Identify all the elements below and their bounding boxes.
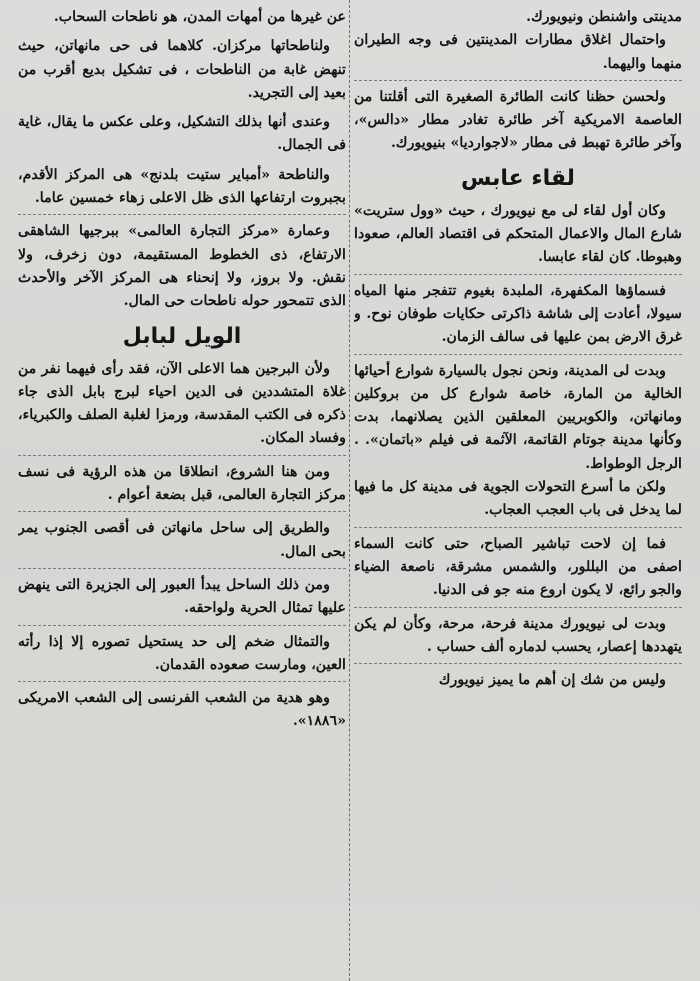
paragraph: واحتمال اغلاق مطارات المدينتين فى وجه الطيران منهما واليهما.: [354, 32, 682, 72]
paragraph-separator: [18, 625, 346, 626]
paragraph: مدينتى واشنطن ونيويورك.: [526, 9, 682, 25]
paragraph-separator: [354, 527, 682, 528]
paragraph-separator: [18, 455, 346, 456]
paragraph: ولأن البرجين هما الاعلى الآن، فقد رأى فيهما نفر من غلاة المتشددين فى الدين احياء لبرج بابل الذى جاء ذكره فى الكتب المقدسة، ورمزا لغلبة الصلف والكبرياء، وفساد المكان.: [18, 360, 346, 447]
paragraph-separator: [354, 274, 682, 275]
paragraph: وهو هدية من الشعب الفرنسى إلى الشعب الامريكى «١٨٨٦».: [18, 690, 346, 730]
paragraph: عن غيرها من أمهات المدن، هو ناطحات السحاب.: [53, 9, 346, 25]
paragraph: والناطحة «أمباير ستيت بلدنج» هى المركز الأقدم، بجبروت ارتفاعها الذى ظل الاعلى زهاء خمسين عاما.: [18, 166, 346, 207]
paragraph: وليس من شك إن أهم ما يميز نيويورك: [438, 672, 666, 689]
paragraph: والطريق إلى ساحل مانهاتن فى أقصى الجنوب يمر بحى المال.: [18, 520, 346, 560]
paragraph: فسماؤها المكفهرة، الملبدة بغيوم تتفجر منها المياه سيولا، أعادت إلى شاشة ذاكرتى حكايات طوفان نوح. و غرق الارض بمن عليها فى سالف الزمان.: [354, 282, 682, 346]
paragraph-separator: [18, 681, 346, 682]
paragraph: والتمثال ضخم إلى حد يستحيل تصوره إلا إذا رأته العين، ومارست صعوده القدمان.: [18, 633, 346, 673]
paragraph: وبدت لى نيويورك مدينة فرحة، مرحة، وكأن لم يكن يتهددها إعصار، يحسب لدماره ألف حساب .: [354, 615, 682, 655]
paragraph-separator: [354, 607, 682, 608]
paragraph: ومن هنا الشروع، انطلاقا من هذه الرؤية فى نسف مركز التجارة العالمى، قبل بضعة أعوام .: [18, 463, 346, 504]
paragraph: وعندى أنها بذلك التشكيل، وعلى عكس ما يقال، غاية فى الجمال.: [18, 114, 346, 154]
paragraph-separator: [354, 663, 682, 664]
paragraph: ومن ذلك الساحل يبدأ العبور إلى الجزيرة التى ينهض عليها تمثال الحرية ولواحقه.: [18, 576, 346, 617]
paragraph-separator: [18, 511, 346, 512]
paragraph: وعمارة «مركز التجارة العالمى» ببرجيها الشاهقى الارتفاع، ذى الخطوط المستقيمة، دون زخرف، ولا نقش. ولا بروز، ولا إنحناء هى المركز الآخر والأحدث الذى تتمحور حوله ناطحات حى المال.: [18, 223, 346, 310]
paragraph: ولحسن حظنا كانت الطائرة الصغيرة التى أقلتنا من العاصمة الامريكية آخر طائرة تغادر مطار «دالس»، وآخر طائرة تهبط فى مطار «لاجوارديا» بنيويورك.: [354, 88, 682, 152]
section-heading: الويل لبابل: [122, 323, 242, 349]
left-column: [18, 6, 346, 981]
paragraph: ولكن ما أسرع التحولات الجوية فى مدينة كل ما فيها لما يدخل فى باب العجب العجاب.: [354, 479, 682, 519]
right-column: [354, 6, 682, 981]
paragraph-separator: [354, 354, 682, 355]
column-divider: [349, 0, 350, 981]
paragraph-separator: [18, 568, 346, 569]
paragraph-separator: [18, 214, 346, 215]
section-heading: لقاء عابس: [461, 165, 575, 191]
paragraph-separator: [354, 80, 682, 81]
paragraph: فما إن لاحت تباشير الصباح، حتى كانت السماء اصفى من البللور، والشمس مشرقة، ناصعة الضياء والجو رائع، لا يكون اروع منه جو فى الدنيا.: [354, 535, 682, 599]
paragraph: وبدت لى المدينة، ونحن نجول بالسيارة شوارع أحيائها الخالية من المارة، خاصة شوارع كل من بروكلين ومانهاتن، والكوبريين المعلقين الذين يصلانهما، بدت وكأنها مدينة جوتام القاتمة، الآثمة فى فيلم «باتمان». . الرجل الوطواط.: [354, 362, 682, 472]
paragraph: ولناطحاتها مركزان. كلاهما فى حى مانهاتن، حيث تنهض غابة من الناطحات ، فى تشكيل بديع أقرب من بعيد إلى التجريد.: [18, 38, 346, 101]
paragraph: وكان أول لقاء لى مع نيويورك ، حيث «وول ستريت» شارع المال والاعمال المتحكم فى اقتصاد العالم، صعودا وهبوطا. كان لقاء عابسا.: [354, 202, 682, 266]
